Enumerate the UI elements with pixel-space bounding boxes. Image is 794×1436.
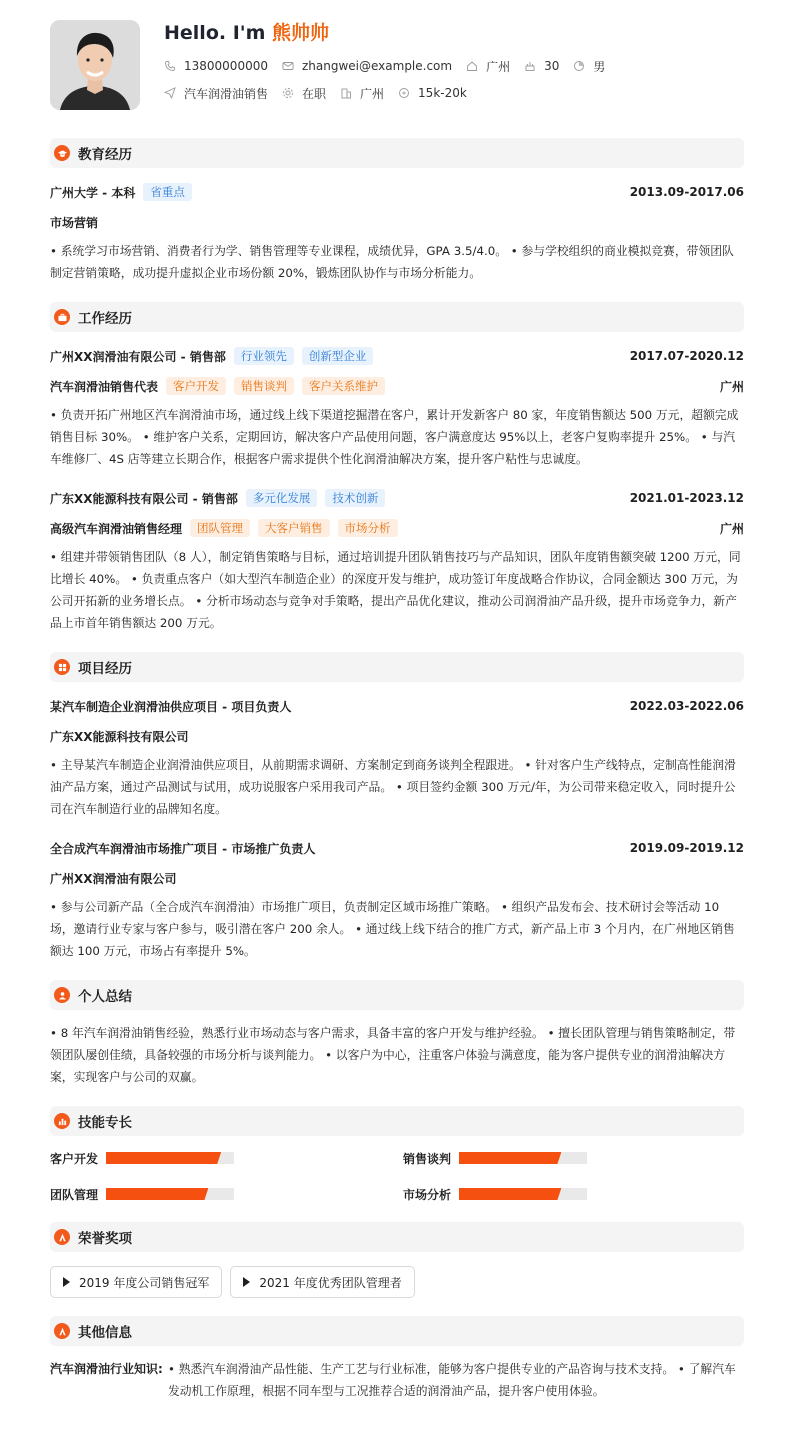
skills-grid — [50, 1148, 744, 1204]
email-icon — [282, 60, 294, 72]
resume-page — [50, 20, 744, 1402]
skill-item — [50, 1184, 403, 1204]
summary-text: • 8 年汽车润滑油销售经验，熟悉行业市场动态与客户需求，具备丰富的客户开发与维护经验。 • 擅长团队管理与销售策略制定，带领团队屡创佳绩，具备较强的市场分析与谈判能力。 • 以客户为中心，注重客户体验与满意度，能为客户提供专业的润滑油解决方案，实现客户与公司的双赢。 — [50, 1026, 736, 1084]
section-title: 荣誉奖项 — [78, 1231, 132, 1247]
job-item — [164, 85, 268, 102]
project-date: 2022.03-2022.06 — [629, 699, 744, 713]
position-row — [50, 376, 744, 396]
phone-text: 13800000000 — [184, 59, 268, 73]
major-row — [50, 212, 744, 232]
phone-icon — [164, 60, 176, 72]
honor-item — [50, 1266, 222, 1298]
work-head — [50, 488, 744, 508]
company-tag: 创新型企业 — [302, 347, 374, 365]
skill-bar — [459, 1152, 587, 1164]
salary-text: 15k-20k — [418, 86, 467, 100]
project-date: 2019.09-2019.12 — [629, 841, 744, 855]
section-title: 项目经历 — [78, 661, 132, 677]
cake-icon — [524, 60, 536, 72]
skill-bar — [106, 1188, 234, 1200]
avatar-portrait-icon — [50, 20, 140, 110]
age-item — [524, 59, 559, 73]
email-item — [282, 59, 452, 73]
play-icon — [63, 1277, 70, 1287]
other-value: • 熟悉汽车润滑油产品性能、生产工艺与行业标准，能够为客户提供专业的产品咨询与技术支持。 • 了解汽车发动机工作原理，根据不同车型与工况推荐合适的润滑油产品，提升客户使用体验。 — [168, 1362, 736, 1398]
school-tag: 省重点 — [143, 183, 192, 201]
section-project — [50, 652, 744, 682]
position-row — [50, 518, 744, 538]
city-item — [340, 85, 384, 102]
project-desc: • 参与公司新产品（全合成汽车润滑油）市场推广项目，负责制定区域市场推广策略。 • 组织产品发布会、技术研讨会等活动 10 场，邀请行业专家与客户参与，吸引潜在客户 200 余人。 • 通过线上线下结合的推广方式，新产品上市 3 个月内，在广州地区销售额达 100 万元，市场占有率提升 5%。 — [50, 900, 735, 958]
honor-text: 2021 年度优秀团队管理者 — [259, 1275, 402, 1290]
position-title: 高级汽车润滑油销售经理 — [50, 521, 183, 536]
skill-bar — [459, 1188, 587, 1200]
section-title: 工作经历 — [78, 311, 132, 327]
skill-item — [403, 1148, 744, 1168]
coin-icon — [398, 87, 410, 99]
job-row — [164, 83, 619, 103]
skill-bar-fill — [459, 1188, 561, 1200]
gender-icon — [573, 60, 585, 72]
work-location: 广州 — [719, 521, 744, 536]
section-other — [50, 1316, 744, 1346]
education-desc: • 系统学习市场营销、消费者行为学、销售管理等专业课程，成绩优异，GPA 3.5/4.0。 • 参与学校组织的商业模拟竞赛，带领团队制定营销策略，成功提升虚拟企业市场份额 20%，锻炼团队协作与市场分析能力。 — [50, 244, 734, 280]
building-icon — [340, 87, 352, 99]
skill-tag: 销售谈判 — [234, 377, 294, 395]
skill-bar — [106, 1152, 234, 1164]
gender-text: 男 — [593, 59, 606, 74]
company-tag: 行业领先 — [234, 347, 294, 365]
hometown-item — [466, 58, 510, 75]
section-honors — [50, 1222, 744, 1252]
email-text: zhangwei@example.com — [301, 59, 453, 73]
briefcase-icon — [54, 309, 70, 325]
work-head — [50, 346, 744, 366]
company-tag: 技术创新 — [325, 489, 385, 507]
project-entry — [50, 838, 744, 962]
graduation-cap-icon — [54, 145, 70, 161]
work-date: 2021.01-2023.12 — [629, 491, 744, 505]
award-icon — [54, 1229, 70, 1245]
honor-text: 2019 年度公司销售冠军 — [79, 1275, 210, 1290]
honor-item — [230, 1266, 414, 1298]
skill-tag: 团队管理 — [190, 519, 250, 537]
greeting — [164, 20, 619, 46]
skill-tag: 大客户销售 — [258, 519, 330, 537]
section-work — [50, 302, 744, 332]
work-location: 广州 — [719, 379, 744, 394]
skill-bar-fill — [106, 1152, 221, 1164]
project-company-row — [50, 726, 744, 746]
age-text: 30 — [544, 59, 560, 73]
skill-item — [50, 1148, 403, 1168]
profile-info — [164, 20, 619, 110]
phone-item — [164, 59, 268, 73]
section-title: 教育经历 — [78, 147, 132, 163]
skill-name: 市场分析 — [403, 1187, 452, 1202]
position-left — [50, 519, 398, 537]
hometown-text: 广州 — [486, 59, 511, 74]
project-desc: • 主导某汽车制造企业润滑油供应项目，从前期需求调研、方案制定到商务谈判全程跟进。 • 针对客户生产线特点，定制高性能润滑油产品方案，通过产品测试与试用，成功说服客户采用我司产品。 • 项目签约金额 300 万元/年，为公司带来稳定收入，同时提升公司在汽车制造行业的品牌知名度。 — [50, 758, 736, 816]
company-name: 广东XX能源科技有限公司 - 销售部 — [50, 491, 238, 506]
skill-name: 客户开发 — [50, 1151, 99, 1166]
home-icon — [466, 60, 478, 72]
education-date: 2013.09-2017.06 — [629, 185, 744, 199]
school-name: 广州大学 - 本科 — [50, 185, 136, 200]
company-tag: 多元化发展 — [246, 489, 318, 507]
section-title: 技能专长 — [78, 1115, 132, 1131]
section-title: 其他信息 — [78, 1325, 132, 1341]
project-company: 广州XX润滑油有限公司 — [50, 871, 177, 886]
company-name: 广州XX润滑油有限公司 - 销售部 — [50, 349, 226, 364]
other-info — [50, 1358, 744, 1402]
candidate-name: 熊帅帅 — [272, 22, 330, 44]
work-desc: • 负责开拓广州地区汽车润滑油市场，通过线上线下渠道挖掘潜在客户，累计开发新客户 80 家，年度销售额达 500 万元，超额完成销售目标 30%。 • 维护客户关系，定期回访，解决客户产品使用问题，客户满意度达 95%以上，老客户复购率提升 25%。 • 与汽车维修厂、4S 店等建立长期合作，根据客户需求提供个性化润滑油解决方案，提升客户粘性与忠诚度。 — [50, 408, 739, 466]
user-icon — [54, 987, 70, 1003]
skill-tag: 市场分析 — [338, 519, 398, 537]
skill-bar-fill — [106, 1188, 208, 1200]
bar-chart-icon — [54, 1113, 70, 1129]
work-entry — [50, 488, 744, 634]
education-head-left — [50, 183, 192, 201]
contact-row — [164, 56, 619, 76]
work-head-left — [50, 347, 373, 365]
section-skills — [50, 1106, 744, 1136]
education-head — [50, 182, 744, 202]
project-company-row — [50, 868, 744, 888]
honors-list — [50, 1266, 744, 1298]
other-label: 汽车润滑油行业知识: — [50, 1362, 163, 1376]
skill-name: 团队管理 — [50, 1187, 99, 1202]
avatar — [50, 20, 140, 110]
job-text: 汽车润滑油销售 — [184, 86, 269, 101]
settings-icon — [282, 87, 294, 99]
major: 市场营销 — [50, 215, 99, 230]
work-head-left — [50, 489, 385, 507]
section-summary — [50, 980, 744, 1010]
skill-item — [403, 1184, 744, 1204]
profile-header — [50, 20, 744, 110]
section-education — [50, 138, 744, 168]
position-left — [50, 377, 385, 395]
work-desc: • 组建并带领销售团队（8 人），制定销售策略与目标，通过培训提升团队销售技巧与产品知识，团队年度销售额突破 1200 万元，同比增长 40%。 • 负责重点客户（如大型汽车制造企业）的深度开发与维护，成功签订年度战略合作协议，合同金额达 300 万元，为公司开拓新的业务增长点。 • 分析市场动态与竞争对手策略，提出产品优化建议，推动公司润滑油产品升级，提升市场竞争力，新产品上市首年销售额达 200 万元。 — [50, 550, 741, 630]
status-text: 在职 — [302, 86, 327, 101]
salary-item — [398, 86, 467, 100]
work-entry — [50, 346, 744, 470]
skill-bar-fill — [459, 1152, 561, 1164]
skill-tag: 客户关系维护 — [302, 377, 385, 395]
section-title: 个人总结 — [78, 989, 132, 1005]
education-entry — [50, 182, 744, 284]
status-item — [282, 85, 326, 102]
project-head — [50, 838, 744, 858]
grid-icon — [54, 659, 70, 675]
skill-name: 销售谈判 — [403, 1151, 452, 1166]
award-icon — [54, 1323, 70, 1339]
project-head — [50, 696, 744, 716]
gender-item — [573, 58, 605, 75]
project-company: 广东XX能源科技有限公司 — [50, 729, 189, 744]
work-date: 2017.07-2020.12 — [629, 349, 744, 363]
skill-tag: 客户开发 — [166, 377, 226, 395]
project-entry — [50, 696, 744, 820]
position-title: 汽车润滑油销售代表 — [50, 379, 159, 394]
greeting-prefix: Hello. I'm — [164, 22, 266, 44]
city-text: 广州 — [360, 86, 385, 101]
play-icon — [243, 1277, 250, 1287]
send-icon — [164, 87, 176, 99]
project-title: 某汽车制造企业润滑油供应项目 - 项目负责人 — [50, 699, 292, 714]
project-title: 全合成汽车润滑油市场推广项目 - 市场推广负责人 — [50, 841, 316, 856]
